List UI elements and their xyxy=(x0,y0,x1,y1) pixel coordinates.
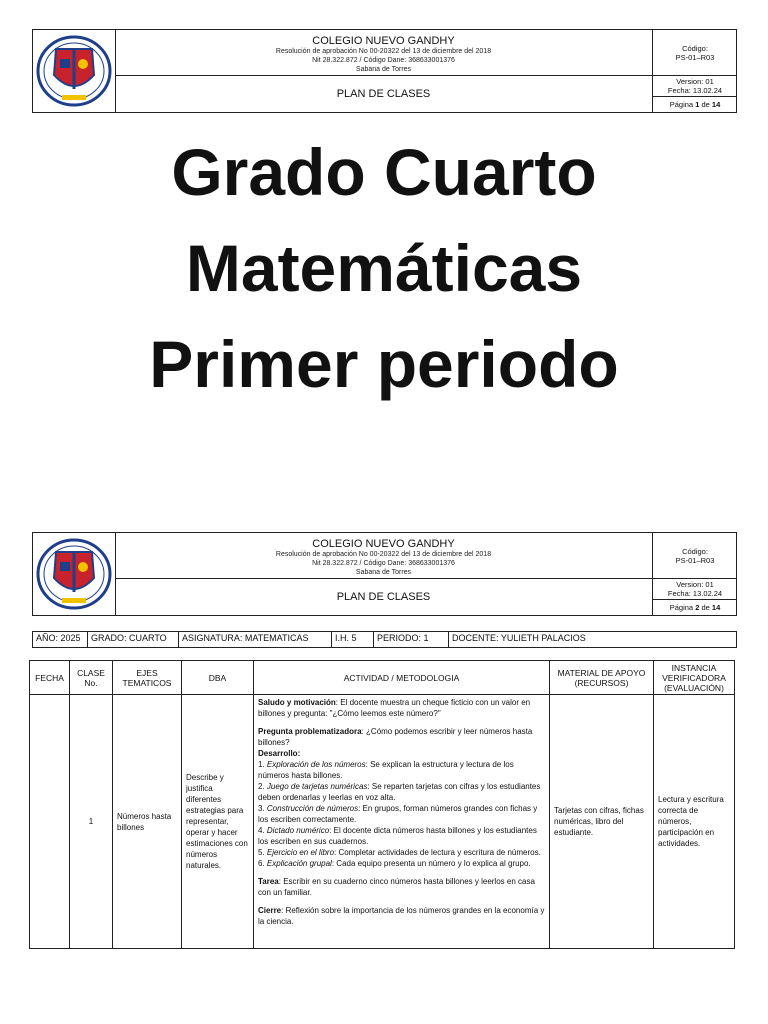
cierre-label: Cierre xyxy=(258,906,282,915)
document-header-2 xyxy=(32,532,737,616)
cell-dba: Describe y justifica diferentes estrategias para representar, operar y hacer estimaciones con números naturales. xyxy=(182,695,254,949)
page-number: Página 2 de 14 xyxy=(669,603,721,612)
cell-ejes: Números hasta billones xyxy=(113,695,182,949)
school-logo-cell xyxy=(33,30,116,112)
page-number: Página 1 de 14 xyxy=(669,100,721,109)
version-text: Version: 01 xyxy=(676,77,714,86)
desarrollo-label: Desarrollo: xyxy=(258,749,301,758)
course-info-row xyxy=(32,631,737,648)
col-header-fecha: FECHA xyxy=(30,661,70,695)
col-header-ejes: EJES TEMATICOS xyxy=(113,661,182,695)
school-name: COLEGIO NUEVO GANDHY xyxy=(312,35,455,47)
code-label: Código: xyxy=(682,546,708,556)
school-name: COLEGIO NUEVO GANDHY xyxy=(312,538,455,550)
subject-cell: ASIGNATURA: MATEMATICAS xyxy=(179,632,332,647)
code-value: PS-01–R03 xyxy=(675,52,715,62)
cell-clase: 1 xyxy=(70,695,113,949)
saludo-label: Saludo y motivación xyxy=(258,698,336,707)
period-cell: PERIODO: 1 xyxy=(374,632,449,647)
tarea-label: Tarea xyxy=(258,877,279,886)
document-title: PLAN DE CLASES xyxy=(336,591,431,603)
pregunta-label: Pregunta problematizadora xyxy=(258,727,362,736)
school-crest-icon xyxy=(36,35,112,107)
lesson-plan-table xyxy=(29,660,735,949)
col-header-dba: DBA xyxy=(182,661,254,695)
col-header-actividad: ACTIVIDAD / METODOLOGIA xyxy=(254,661,550,695)
cover-title xyxy=(0,124,768,412)
nit-line: Nit 28.322.872 / Código Dane: 368633001376 xyxy=(312,57,455,64)
step-item: 6. Explicación grupal: Cada equipo presenta un número y lo explica al grupo. xyxy=(258,859,531,868)
col-header-clase: CLASE No. xyxy=(70,661,113,695)
table-header-row xyxy=(30,661,735,695)
col-header-instancia: INSTANCIA VERIFICADORA (EVALUACIÓN) xyxy=(654,661,735,695)
cell-material: Tarjetas con cifras, fichas numéricas, libro del estudiante. xyxy=(550,695,654,949)
code-value: PS-01–R03 xyxy=(675,555,715,565)
table-row xyxy=(30,695,735,949)
step-item: 5. Ejercicio en el libro: Completar actividades de lectura y escritura de números. xyxy=(258,848,541,857)
cover-title-line-2: Matemáticas xyxy=(185,231,583,305)
resolution-line: Resolución de aprobación No 00-20322 del 13 de diciembre del 2018 xyxy=(275,48,492,55)
teacher-cell: DOCENTE: YULIETH PALACIOS xyxy=(452,633,586,643)
cell-fecha xyxy=(30,695,70,949)
cover-title-line-1: Grado Cuarto xyxy=(171,135,597,209)
step-item: 1. Exploración de los números: Se explican la estructura y lectura de los números hasta billones. xyxy=(258,760,514,780)
version-text: Version: 01 xyxy=(676,580,714,589)
school-crest-icon xyxy=(36,538,112,610)
hours-cell: I.H. 5 xyxy=(332,632,374,647)
city-line: Sabana de Torres xyxy=(355,66,412,73)
grade-cell: GRADO: CUARTO xyxy=(88,632,179,647)
document-title: PLAN DE CLASES xyxy=(336,88,431,100)
step-item: 2. Juego de tarjetas numéricas: Se reparten tarjetas con cifras y los estudiantes deben ordenarlas y leerlas en voz alta. xyxy=(258,782,541,802)
school-logo-cell xyxy=(33,533,116,615)
code-label: Código: xyxy=(682,43,708,53)
date-text: Fecha: 13.02.24 xyxy=(667,589,723,598)
date-text: Fecha: 13.02.24 xyxy=(667,86,723,95)
resolution-line: Resolución de aprobación No 00-20322 del 13 de diciembre del 2018 xyxy=(275,551,492,558)
nit-line: Nit 28.322.872 / Código Dane: 368633001376 xyxy=(312,560,455,567)
year-cell: AÑO: 2025 xyxy=(33,632,88,647)
cover-title-line-3: Primer periodo xyxy=(149,327,619,401)
col-header-material: MATERIAL DE APOYO (RECURSOS) xyxy=(550,661,654,695)
cell-actividad: Saludo y motivación: El docente muestra un cheque ficticio con un valor en billones y pregunta: "¿Cómo leemos este número?" Pregunta problematizadora: ¿Cómo podemos escribir y leer números hasta billones? Desarrollo: 1. Exploración de los números: Se explican la estructura y lectura de los números hasta billones. 2. Juego de tarjetas numéricas: Se reparten tarjetas con cifras y los estudiantes deben ordenarlas y leerlas en voz alta. 3. Construcción de números: En grupos, forman números grandes con fichas y los escriben correctamente. 4. Dictado numérico: El docente dicta números hasta billones y los estudiantes los escriben en sus cuadernos. 5. Ejercicio en el libro: Completar actividades de lectura y escritura de números. 6. Explicación grupal: Cada equipo presenta un número y lo explica al grupo. Tarea: Escribir en su cuaderno cinco números hasta billones y leerlos en casa con un familiar. Cierre: Reflexión sobre la importancia de los números grandes en la economía y la ciencia. xyxy=(254,695,550,949)
cell-instancia: Lectura y escritura correcta de números, participación en actividades. xyxy=(654,695,735,949)
step-item: 3. Construcción de números: En grupos, forman números grandes con fichas y los escriben correctamente. xyxy=(258,804,538,824)
document-header-1 xyxy=(32,29,737,113)
step-item: 4. Dictado numérico: El docente dicta números hasta billones y los estudiantes los escriben en sus cuadernos. xyxy=(258,826,537,846)
city-line: Sabana de Torres xyxy=(355,569,412,576)
